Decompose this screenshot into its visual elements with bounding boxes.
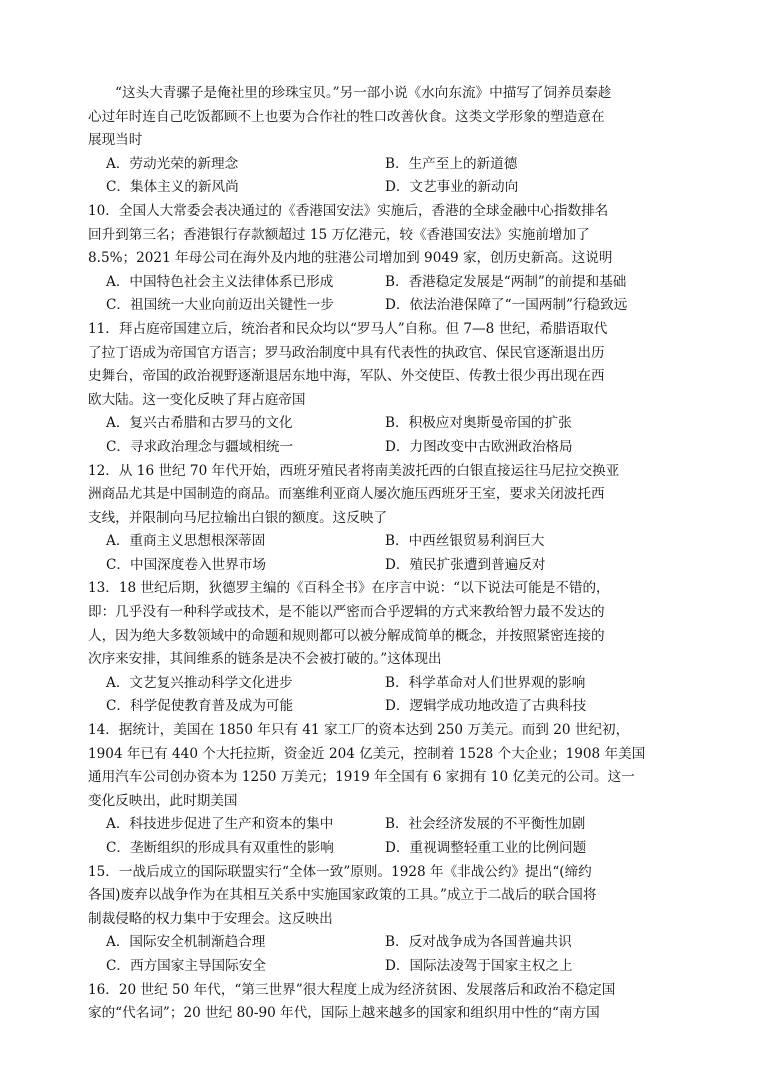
question-text-line: “这头大青骡子是俺社里的珍珠宝贝。”另一部小说《水向东流》中描写了饲养员秦趁 <box>115 85 612 101</box>
option-a: A．中国特色社会主义法律体系已形成 <box>106 273 334 290</box>
option-b: B．中西丝银贸易利润巨大 <box>385 533 545 550</box>
question-12 <box>88 460 688 578</box>
question-text-line: 了拉丁语成为帝国官方语言；罗马政治制度中具有代表性的执政官、保民官逐渐退出历 <box>88 344 605 361</box>
question-14 <box>88 719 688 861</box>
option-c: C．中国深度卷入世界市场 <box>106 556 266 573</box>
question-text-line: 8.5%；2021 年母公司在海外及内地的驻港公司增加到 9049 家，创历史新高。这说明 <box>88 250 613 267</box>
option-row <box>88 837 688 861</box>
question-text-line: 13．18 世纪后期，狄德罗主编的《百科全书》在序言中说：“以下说法可能是不错的， <box>88 580 610 597</box>
option-a: A．复兴古希腊和古罗马的文化 <box>106 415 293 432</box>
question-16 <box>88 979 688 1026</box>
option-row <box>88 436 688 460</box>
option-b: B．社会经济发展的不平衡性加剧 <box>385 816 586 833</box>
option-d: D．殖民扩张遭到普遍反对 <box>385 556 546 573</box>
question-text-line: 欧大陆。这一变化反映了拜占庭帝国 <box>88 391 306 408</box>
question-text-line: 回升到第三名；香港银行存款额超过 15 万亿港元，较《香港国安法》实施前增加了 <box>88 226 590 243</box>
option-c: C．西方国家主导国际安全 <box>106 957 266 974</box>
question-text-line: 12．从 16 世纪 70 年代开始，西班牙殖民者将南美波托西的白银直接运往马尼拉交换亚 <box>88 462 620 479</box>
option-d: D．重视调整轻重工业的比例问题 <box>385 840 587 856</box>
option-row <box>88 176 688 200</box>
question-text-line: 通用汽车公司创办资本为 1250 万美元；1919 年全国有 6 家拥有 10 亿美元的公司。这一 <box>88 769 635 786</box>
exam-page <box>88 82 688 1026</box>
question-text-line: 10．全国人大常委会表决通过的《香港国安法》实施后，香港的全球金融中心指数排名 <box>88 202 609 219</box>
option-d: D．逻辑学成功地改造了古典科技 <box>385 698 587 715</box>
option-row <box>88 153 688 177</box>
option-row <box>88 294 688 318</box>
question-text-line: 心过年时连自己吃饭都顾不上也要为合作社的牲口改善伙食。这类文学形象的塑造意在 <box>88 108 605 125</box>
option-b: B．反对战争成为各国普遍共识 <box>385 934 572 951</box>
option-row <box>88 412 688 436</box>
question-text-line: 制裁侵略的权力集中于安理会。这反映出 <box>88 910 333 927</box>
option-c: C．科学促使教育普及成为可能 <box>106 698 294 715</box>
question-text-line: 变化反映出，此时期美国 <box>88 792 238 809</box>
question-text-line: 15．一战后成立的国际联盟实行“全体一致”原则。1928 年《非战公约》提出“(缔约 <box>88 863 592 880</box>
option-d: D．依法治港保障了“一国两制”行稳致远 <box>385 297 628 314</box>
option-row <box>88 813 688 837</box>
question-text-line: 支线，并限制向马尼拉输出白银的额度。这反映了 <box>88 509 388 526</box>
question-9 <box>88 82 688 200</box>
option-a: A．文艺复兴推动科学文化进步 <box>106 674 293 691</box>
option-row <box>88 554 688 578</box>
option-b: B．香港稳定发展是“两制”的前提和基础 <box>385 273 627 290</box>
option-d: D．力图改变中古欧洲政治格局 <box>385 438 573 455</box>
option-a: A．劳动光荣的新理念 <box>106 155 239 172</box>
option-c: C．寻求政治理念与疆域相统一 <box>106 438 294 455</box>
question-15 <box>88 861 688 979</box>
option-c: C．垄断组织的形成具有双重性的影响 <box>106 840 334 856</box>
option-row <box>88 695 688 719</box>
option-row <box>88 672 688 696</box>
question-10 <box>88 200 688 318</box>
option-b: B．生产至上的新道德 <box>385 155 518 172</box>
option-a: A．重商主义思想根深蒂固 <box>106 533 266 550</box>
option-row <box>88 955 688 979</box>
option-d: D．国际法凌驾于国家主权之上 <box>385 957 573 974</box>
question-text-line: 人，因为绝大多数领域中的命题和规则都可以被分解成简单的概念，并按照紧密连接的 <box>88 627 605 644</box>
option-d: D．文艺事业的新动向 <box>385 179 519 196</box>
option-a: A．国际安全机制渐趋合理 <box>106 934 266 951</box>
option-b: B．科学革命对人们世界观的影响 <box>385 674 586 691</box>
question-text-line: 11．拜占庭帝国建立后，统治者和民众均以“罗马人”自称。但 7—8 世纪，希腊语取代 <box>88 320 608 337</box>
question-text-line: 1904 年已有 440 个大托拉斯，资金近 204 亿美元，控制着 1528 个大企业；1908 年美国 <box>88 745 646 762</box>
question-11 <box>88 318 688 460</box>
question-text-line: 展现当时 <box>88 132 143 149</box>
question-text-line: 家的“代名词”；20 世纪 80-90 年代，国际上越来越多的国家和组织用中性的“南方国 <box>88 1005 600 1022</box>
question-text-line: 14．据统计，美国在 1850 年只有 41 家工厂的资本达到 250 万美元。而到 20 世纪初， <box>88 722 630 739</box>
option-c: C．集体主义的新风尚 <box>106 179 239 196</box>
option-row <box>88 931 688 955</box>
option-c: C．祖国统一大业向前迈出关键性一步 <box>106 297 334 314</box>
question-text-line: 即：几乎没有一种科学或技术，是不能以严密而合乎逻辑的方式来教给智力最不发达的 <box>88 604 605 621</box>
question-text-line: 各国)废弃以战争作为在其相互关系中实施国家政策的工具。”成立于二战后的联合国将 <box>88 887 597 904</box>
question-text-line: 洲商品尤其是中国制造的商品。而塞维利亚商人屡次施压西班牙王室，要求关闭波托西 <box>88 486 605 503</box>
option-row <box>88 271 688 295</box>
option-a: A．科技进步促进了生产和资本的集中 <box>106 816 334 833</box>
question-text-line: 史舞台，帝国的政治视野逐渐退居东地中海，军队、外交使臣、传教士很少再出现在西 <box>88 368 605 385</box>
question-text-line: 16．20 世纪 50 年代，“第三世界”很大程度上成为经济贫困、发展落后和政治不稳定国 <box>88 981 616 998</box>
question-text-line: 次序来安排，其间维系的链条是决不会被打破的。”这体现出 <box>88 651 442 668</box>
option-row <box>88 530 688 554</box>
option-b: B．积极应对奥斯曼帝国的扩张 <box>385 415 572 432</box>
question-13 <box>88 577 688 719</box>
